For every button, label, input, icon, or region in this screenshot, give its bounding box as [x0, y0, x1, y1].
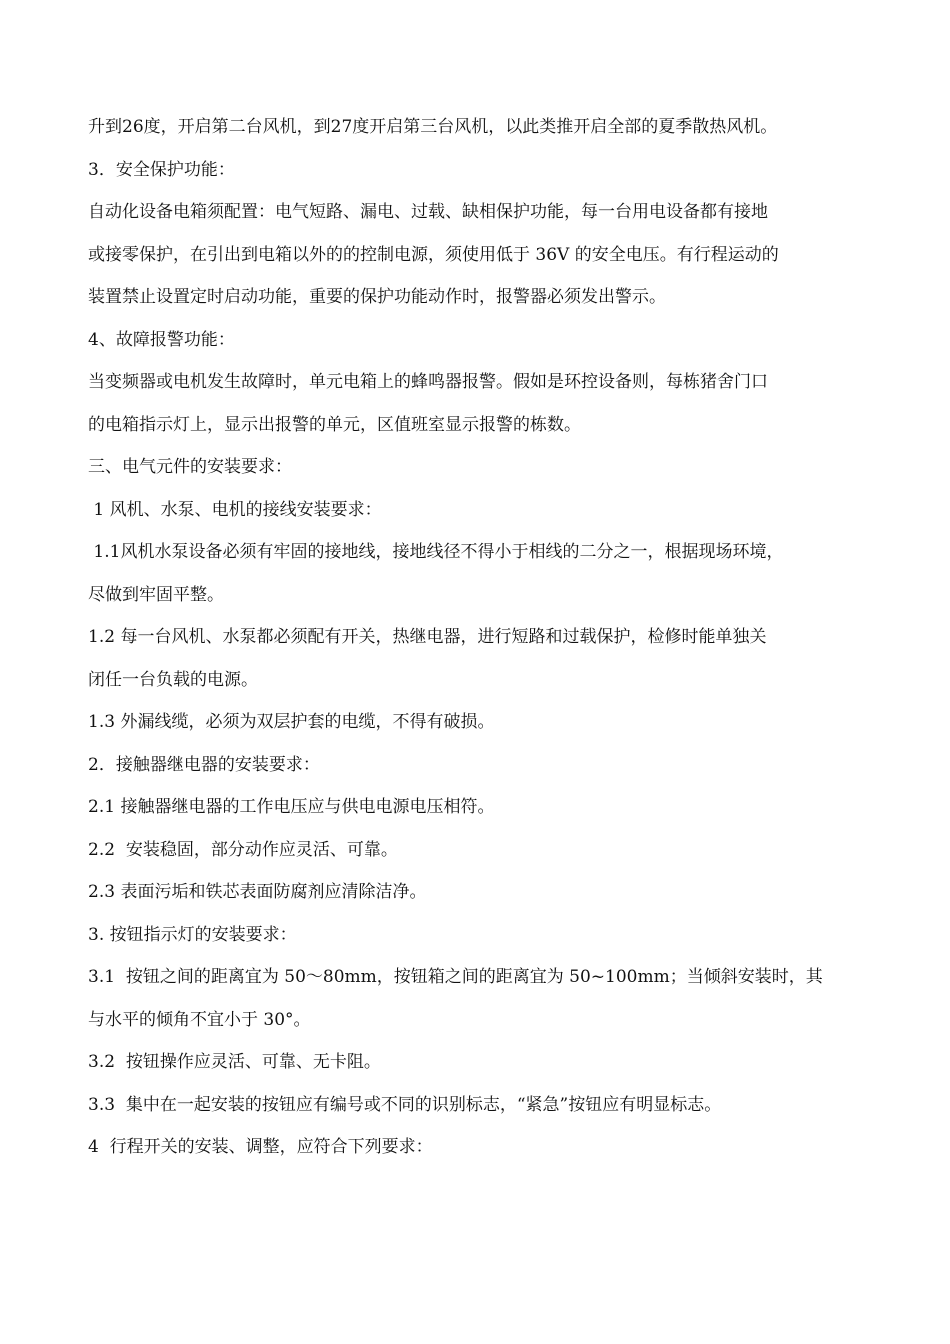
- text-line: 闭任一台负载的电源。: [88, 669, 258, 690]
- text-line: 3.1 按钮之间的距离宜为 50～80mm，按钮箱之间的距离宜为 50~100mm；当倾斜安装时，其: [88, 967, 823, 987]
- text-line: 或接零保护，在引出到电箱以外的的控制电源，须使用低于 36V 的安全电压。有行程运动的: [88, 244, 779, 265]
- section-heading: 4、故障报警功能：: [88, 329, 235, 350]
- text-line: 2.3 表面污垢和铁芯表面防腐剂应清除洁净。: [88, 882, 427, 902]
- subsection-heading: 4 行程开关的安装、调整，应符合下列要求：: [88, 1137, 433, 1157]
- text-line: 2.1 接触器继电器的工作电压应与供电电源电压相符。: [88, 797, 495, 817]
- text-line: 1.3 外漏线缆，必须为双层护套的电缆，不得有破损。: [88, 712, 495, 732]
- text-line: 尽做到牢固平整。: [88, 584, 224, 605]
- section-heading: 3．安全保护功能：: [88, 159, 235, 180]
- text-line: 1.1风机水泵设备必须有牢固的接地线，接地线径不得小于相线的二分之一，根据现场环境，: [88, 542, 784, 562]
- subsection-heading: 3. 按钮指示灯的安装要求：: [88, 924, 297, 945]
- text-line: 与水平的倾角不宜小于 30°。: [88, 1009, 311, 1030]
- text-line: 3.2 按钮操作应灵活、可靠、无卡阻。: [88, 1052, 381, 1072]
- section-heading: 三、电气元件的安装要求：: [88, 457, 292, 477]
- subsection-heading: 2．接触器继电器的安装要求：: [88, 754, 320, 775]
- text-line: 升到26度，开启第二台风机，到27度开启第三台风机，以此类推开启全部的夏季散热风机。: [88, 117, 778, 137]
- text-line: 当变频器或电机发生故障时，单元电箱上的蜂鸣器报警。假如是环控设备则，每栋猪舍门口: [88, 372, 768, 392]
- subsection-heading: 1 风机、水泵、电机的接线安装要求：: [88, 499, 382, 520]
- document-body: [88, 111, 888, 1174]
- text-line: 的电箱指示灯上，显示出报警的单元，区值班室显示报警的栋数。: [88, 414, 581, 435]
- text-line: 1.2 每一台风机、水泵都必须配有开关，热继电器，进行短路和过载保护，检修时能单独关: [88, 627, 767, 647]
- text-line: 自动化设备电箱须配置：电气短路、漏电、过载、缺相保护功能，每一台用电设备都有接地: [88, 202, 768, 222]
- text-line: 装置禁止设置定时启动功能，重要的保护功能动作时，报警器必须发出警示。: [88, 287, 666, 307]
- text-line: 3.3 集中在一起安装的按钮应有编号或不同的识别标志，“紧急”按钮应有明显标志。: [88, 1094, 722, 1115]
- text-line: 2.2 安装稳固，部分动作应灵活、可靠。: [88, 839, 398, 860]
